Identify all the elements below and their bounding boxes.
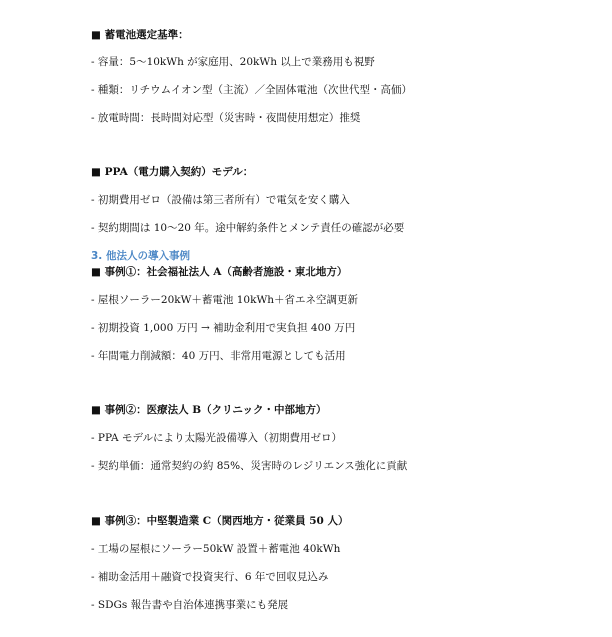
case1-item-1: - 屋根ソーラー20kW＋蓄電池 10kWh＋省エネ空調更新 <box>91 294 359 306</box>
battery-criteria-title: ■ 蓄電池選定基準： <box>91 29 189 41</box>
battery-type-item: - 種類：リチウムイオン型（主流）／全固体電池（次世代型・高価） <box>91 84 413 96</box>
ppa-model-title: ■ PPA（電力購入契約）モデル： <box>91 166 254 178</box>
ppa-initial-cost-item: - 初期費用ゼロ（設備は第三者所有）で電気を安く購入 <box>91 194 350 206</box>
ppa-contract-period-item: - 契約期間は 10〜20 年。途中解約条件とメンテ責任の確認が必要 <box>91 222 405 234</box>
case2-title: ■ 事例②：医療法人 B（クリニック・中部地方） <box>91 404 327 416</box>
section3-heading: 3. 他法人の導入事例 <box>91 250 190 262</box>
case1-item-2: - 初期投資 1,000 万円 → 補助金利用で実負担 400 万円 <box>91 322 356 334</box>
case3-item-2: - 補助金活用＋融資で投資実行、6 年で回収見込み <box>91 571 329 583</box>
battery-capacity-item: - 容量：5〜10kWh が家庭用、20kWh 以上で業務用も視野 <box>91 56 375 68</box>
battery-discharge-item: - 放電時間：長時間対応型（災害時・夜間使用想定）推奨 <box>91 112 361 124</box>
case1-title: ■ 事例①：社会福祉法人 A（高齢者施設・東北地方） <box>91 266 348 278</box>
case3-item-3: - SDGs 報告書や自治体連携事業にも発展 <box>91 599 289 611</box>
case2-item-1: - PPA モデルにより太陽光設備導入（初期費用ゼロ） <box>91 432 342 444</box>
case3-title: ■ 事例③：中堅製造業 C（関西地方・従業員 50 人） <box>91 515 349 527</box>
case3-item-1: - 工場の屋根にソーラー50kW 設置＋蓄電池 40kWh <box>91 543 341 555</box>
case1-item-3: - 年間電力削減額：40 万円、非常用電源としても活用 <box>91 350 346 362</box>
case2-item-2: - 契約単価：通常契約の約 85%、災害時のレジリエンス強化に貢献 <box>91 460 408 472</box>
